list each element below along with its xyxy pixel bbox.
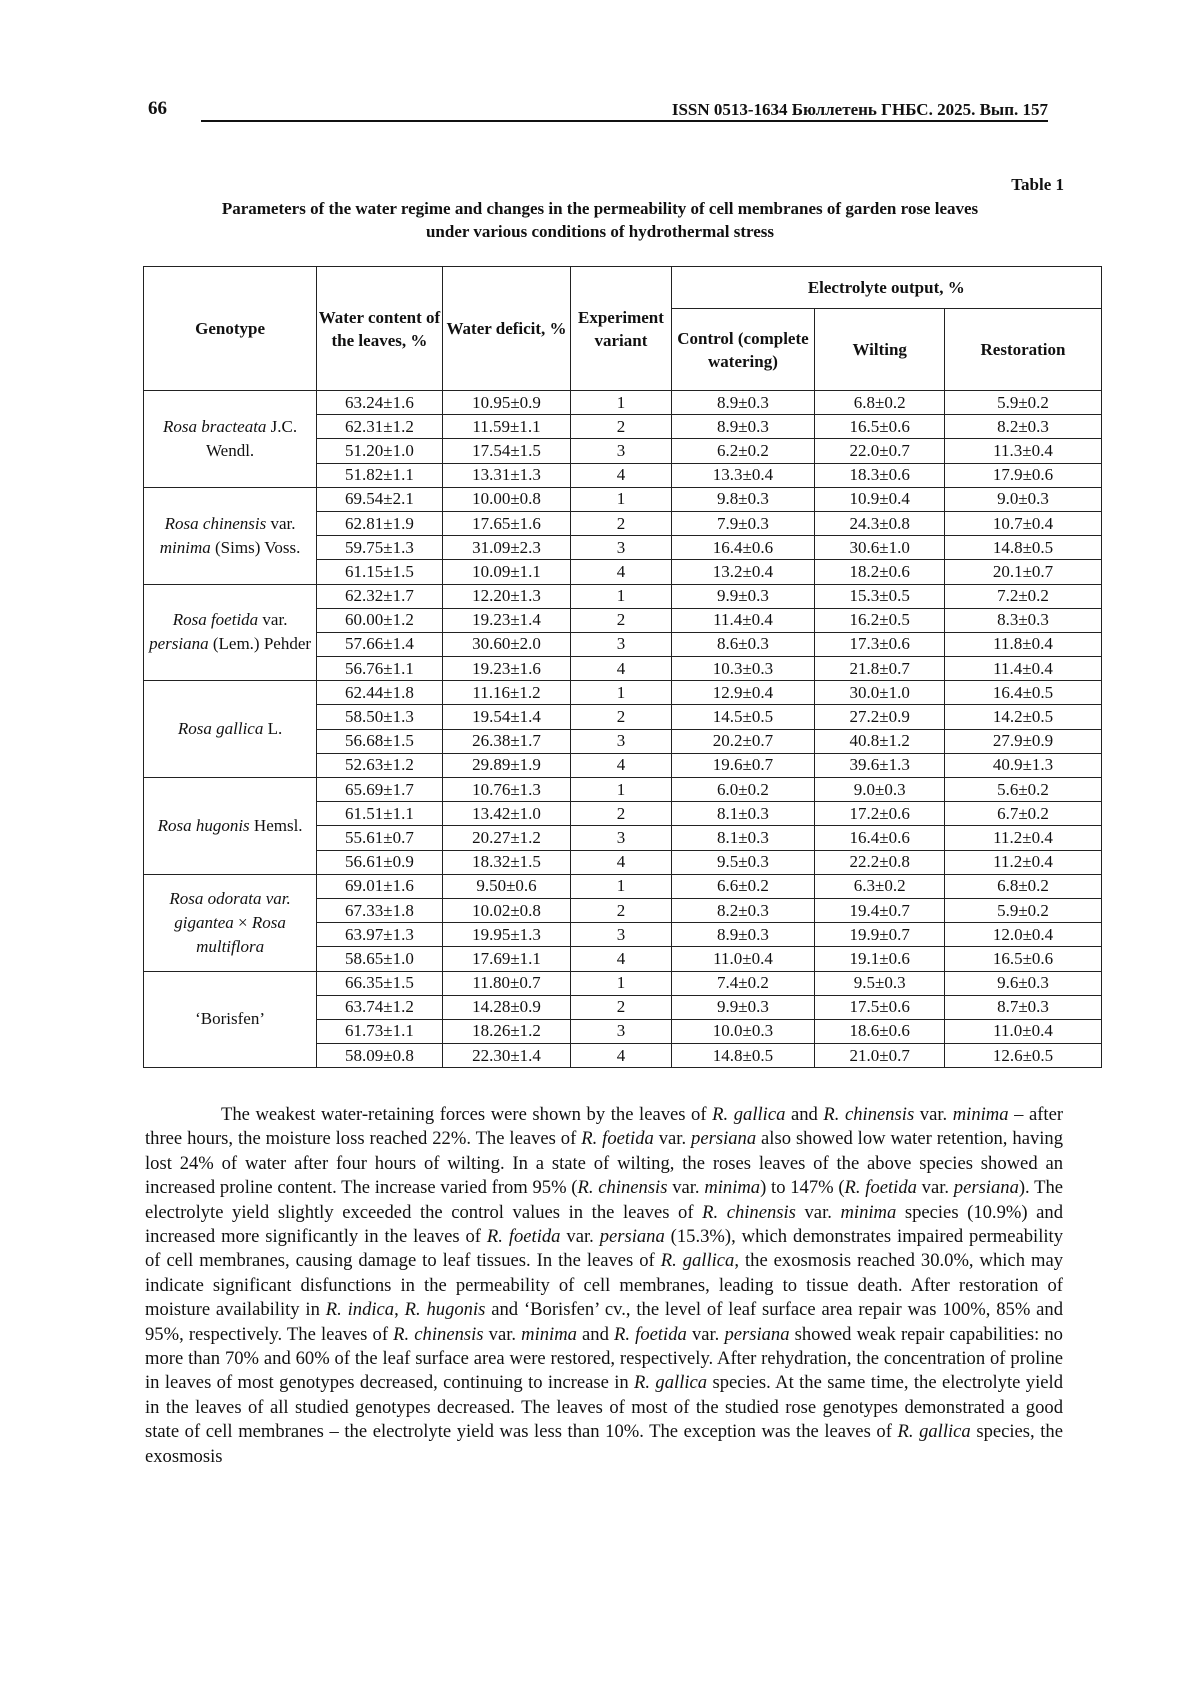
- cell-control: 11.4±0.4: [671, 608, 815, 632]
- species-name: R. gallica: [897, 1421, 971, 1443]
- cell-wilting: 15.3±0.5: [815, 584, 945, 608]
- journal-citation: ISSN 0513-1634 Бюллетень ГНБС. 2025. Вып. 157: [671, 100, 1048, 119]
- species-name: R. hugonis: [404, 1299, 486, 1321]
- cell-restoration: 10.7±0.4: [944, 511, 1101, 535]
- cell-wilting: 40.8±1.2: [815, 729, 945, 753]
- cell-control: 19.6±0.7: [671, 753, 815, 777]
- species-name: R. foetida: [844, 1177, 917, 1199]
- cell-water-content: 55.61±0.7: [317, 826, 443, 850]
- cell-wilting: 24.3±0.8: [815, 511, 945, 535]
- cell-wilting: 22.0±0.7: [815, 439, 945, 463]
- cell-water-deficit: 26.38±1.7: [442, 729, 571, 753]
- table-row: [144, 971, 1102, 995]
- cell-variant: 3: [571, 729, 671, 753]
- cell-water-content: 58.65±1.0: [317, 947, 443, 971]
- cell-variant: 4: [571, 947, 671, 971]
- cell-variant: 4: [571, 560, 671, 584]
- cell-variant: 2: [571, 802, 671, 826]
- cell-variant: 3: [571, 632, 671, 656]
- cell-water-content: 58.50±1.3: [317, 705, 443, 729]
- cell-water-content: 58.09±0.8: [317, 1044, 443, 1068]
- cell-water-deficit: 22.30±1.4: [442, 1044, 571, 1068]
- cell-variant: 4: [571, 753, 671, 777]
- table-body: [144, 391, 1102, 1068]
- cell-water-deficit: 29.89±1.9: [442, 753, 571, 777]
- cell-restoration: 11.8±0.4: [944, 632, 1101, 656]
- cell-restoration: 12.0±0.4: [944, 923, 1101, 947]
- cell-water-deficit: 11.59±1.1: [442, 415, 571, 439]
- cell-variant: 1: [571, 391, 671, 415]
- cell-control: 10.3±0.3: [671, 657, 815, 681]
- cell-control: 8.9±0.3: [671, 391, 815, 415]
- cell-water-content: 57.66±1.4: [317, 632, 443, 656]
- cell-variant: 2: [571, 415, 671, 439]
- cell-control: 9.8±0.3: [671, 487, 815, 511]
- cell-control: 8.1±0.3: [671, 826, 815, 850]
- table-row: [144, 584, 1102, 608]
- table-caption: [140, 197, 1060, 243]
- cell-control: 12.9±0.4: [671, 681, 815, 705]
- cell-wilting: 9.0±0.3: [815, 778, 945, 802]
- cell-water-content: 65.69±1.7: [317, 778, 443, 802]
- cell-control: 16.4±0.6: [671, 536, 815, 560]
- cell-restoration: 9.6±0.3: [944, 971, 1101, 995]
- header-electrolyte-output: Electrolyte output, %: [671, 267, 1101, 309]
- cell-water-deficit: 31.09±2.3: [442, 536, 571, 560]
- cell-water-deficit: 17.54±1.5: [442, 439, 571, 463]
- cell-control: 7.4±0.2: [671, 971, 815, 995]
- species-name: persiana: [953, 1177, 1019, 1199]
- species-name: minima: [521, 1323, 577, 1345]
- cell-water-deficit: 10.02±0.8: [442, 898, 571, 922]
- cell-control: 13.2±0.4: [671, 560, 815, 584]
- species-name: minima: [704, 1177, 761, 1199]
- cell-restoration: 14.2±0.5: [944, 705, 1101, 729]
- cell-water-deficit: 20.27±1.2: [442, 826, 571, 850]
- page-number: 66: [148, 98, 167, 119]
- cell-variant: 2: [571, 511, 671, 535]
- header-wilting: Wilting: [815, 309, 945, 391]
- cell-wilting: 6.3±0.2: [815, 874, 945, 898]
- cell-water-content: 62.31±1.2: [317, 415, 443, 439]
- cell-restoration: 11.4±0.4: [944, 657, 1101, 681]
- species-name: R. foetida: [614, 1323, 687, 1345]
- cell-water-content: 69.01±1.6: [317, 874, 443, 898]
- cell-water-deficit: 9.50±0.6: [442, 874, 571, 898]
- species-name: R. gallica: [660, 1250, 735, 1272]
- cell-water-deficit: 10.00±0.8: [442, 487, 571, 511]
- header-restoration: Restoration: [944, 309, 1101, 391]
- cell-water-content: 59.75±1.3: [317, 536, 443, 560]
- cell-variant: 1: [571, 971, 671, 995]
- cell-water-deficit: 17.65±1.6: [442, 511, 571, 535]
- cell-wilting: 19.4±0.7: [815, 898, 945, 922]
- cell-water-content: 63.24±1.6: [317, 391, 443, 415]
- cell-water-deficit: 30.60±2.0: [442, 632, 571, 656]
- cell-restoration: 16.5±0.6: [944, 947, 1101, 971]
- cell-genotype: Rosa gallica L.: [144, 681, 317, 778]
- cell-water-deficit: 10.09±1.1: [442, 560, 571, 584]
- cell-genotype: Rosa bracteata J.C. Wendl.: [144, 391, 317, 488]
- cell-restoration: 40.9±1.3: [944, 753, 1101, 777]
- cell-restoration: 5.9±0.2: [944, 391, 1101, 415]
- cell-restoration: 6.8±0.2: [944, 874, 1101, 898]
- cell-control: 8.6±0.3: [671, 632, 815, 656]
- cell-variant: 3: [571, 826, 671, 850]
- cell-restoration: 16.4±0.5: [944, 681, 1101, 705]
- cell-water-deficit: 13.31±1.3: [442, 463, 571, 487]
- cell-restoration: 11.2±0.4: [944, 850, 1101, 874]
- cell-water-deficit: 11.16±1.2: [442, 681, 571, 705]
- species-name: minima: [952, 1104, 1009, 1125]
- cell-water-content: 61.15±1.5: [317, 560, 443, 584]
- cell-water-deficit: 19.95±1.3: [442, 923, 571, 947]
- cell-water-content: 56.68±1.5: [317, 729, 443, 753]
- cell-water-deficit: 19.23±1.4: [442, 608, 571, 632]
- cell-control: 8.1±0.3: [671, 802, 815, 826]
- cell-genotype: Rosa chinensis var. minima (Sims) Voss.: [144, 487, 317, 584]
- cell-restoration: 11.2±0.4: [944, 826, 1101, 850]
- cell-restoration: 6.7±0.2: [944, 802, 1101, 826]
- species-name: persiana: [691, 1128, 757, 1150]
- running-header: [148, 98, 1048, 122]
- cell-variant: 3: [571, 1019, 671, 1043]
- cell-restoration: 11.3±0.4: [944, 439, 1101, 463]
- cell-wilting: 21.8±0.7: [815, 657, 945, 681]
- cell-variant: 3: [571, 439, 671, 463]
- cell-wilting: 18.6±0.6: [815, 1019, 945, 1043]
- cell-control: 13.3±0.4: [671, 463, 815, 487]
- cell-restoration: 8.3±0.3: [944, 608, 1101, 632]
- cell-wilting: 30.6±1.0: [815, 536, 945, 560]
- species-name: R. foetida: [581, 1128, 654, 1150]
- cell-genotype: Rosa hugonis Hemsl.: [144, 778, 317, 875]
- species-name: persiana: [724, 1323, 790, 1345]
- cell-water-content: 63.74±1.2: [317, 995, 443, 1019]
- cell-water-content: 56.61±0.9: [317, 850, 443, 874]
- cell-control: 20.2±0.7: [671, 729, 815, 753]
- species-name: R. chinensis: [577, 1177, 668, 1199]
- species-name: R. indica: [325, 1299, 395, 1321]
- cell-control: 9.9±0.3: [671, 995, 815, 1019]
- cell-water-content: 62.32±1.7: [317, 584, 443, 608]
- cell-water-content: 67.33±1.8: [317, 898, 443, 922]
- cell-water-deficit: 18.32±1.5: [442, 850, 571, 874]
- cell-water-content: 61.73±1.1: [317, 1019, 443, 1043]
- cell-water-deficit: 17.69±1.1: [442, 947, 571, 971]
- cell-genotype: Rosa foetida var. persiana (Lem.) Pehder: [144, 584, 317, 681]
- cell-wilting: 17.5±0.6: [815, 995, 945, 1019]
- cell-water-deficit: 10.95±0.9: [442, 391, 571, 415]
- cell-water-content: 56.76±1.1: [317, 657, 443, 681]
- cell-water-content: 52.63±1.2: [317, 753, 443, 777]
- cell-variant: 1: [571, 681, 671, 705]
- cell-wilting: 6.8±0.2: [815, 391, 945, 415]
- cell-wilting: 9.5±0.3: [815, 971, 945, 995]
- species-name: R. chinensis: [823, 1104, 915, 1125]
- cell-wilting: 39.6±1.3: [815, 753, 945, 777]
- cell-water-content: 62.44±1.8: [317, 681, 443, 705]
- table-row: [144, 681, 1102, 705]
- table-row: [144, 778, 1102, 802]
- cell-variant: 2: [571, 705, 671, 729]
- cell-control: 11.0±0.4: [671, 947, 815, 971]
- header-control: Control (complete watering): [671, 309, 815, 391]
- cell-restoration: 8.2±0.3: [944, 415, 1101, 439]
- cell-wilting: 22.2±0.8: [815, 850, 945, 874]
- cell-wilting: 30.0±1.0: [815, 681, 945, 705]
- species-name: persiana: [599, 1226, 665, 1248]
- cell-wilting: 16.4±0.6: [815, 826, 945, 850]
- cell-water-deficit: 19.23±1.6: [442, 657, 571, 681]
- species-name: R. gallica: [634, 1372, 708, 1394]
- cell-wilting: 21.0±0.7: [815, 1044, 945, 1068]
- table-row: [144, 391, 1102, 415]
- table-label: Table 1: [1011, 175, 1064, 194]
- cell-control: 8.9±0.3: [671, 923, 815, 947]
- cell-variant: 1: [571, 487, 671, 511]
- cell-wilting: 19.1±0.6: [815, 947, 945, 971]
- species-name: minima: [840, 1201, 897, 1223]
- cell-restoration: 5.9±0.2: [944, 898, 1101, 922]
- cell-variant: 4: [571, 657, 671, 681]
- cell-water-content: 60.00±1.2: [317, 608, 443, 632]
- cell-wilting: 16.2±0.5: [815, 608, 945, 632]
- header-water-deficit: Water deficit, %: [442, 267, 571, 391]
- cell-control: 7.9±0.3: [671, 511, 815, 535]
- cell-variant: 1: [571, 584, 671, 608]
- cell-restoration: 27.9±0.9: [944, 729, 1101, 753]
- cell-restoration: 20.1±0.7: [944, 560, 1101, 584]
- cell-wilting: 27.2±0.9: [815, 705, 945, 729]
- species-name: R. gallica: [712, 1104, 786, 1125]
- table-row: [144, 874, 1102, 898]
- cell-wilting: 17.3±0.6: [815, 632, 945, 656]
- cell-restoration: 8.7±0.3: [944, 995, 1101, 1019]
- table-row: [144, 487, 1102, 511]
- cell-variant: 2: [571, 608, 671, 632]
- cell-wilting: 19.9±0.7: [815, 923, 945, 947]
- header-experiment-variant: Experiment variant: [571, 267, 671, 391]
- cell-control: 6.0±0.2: [671, 778, 815, 802]
- cell-variant: 4: [571, 1044, 671, 1068]
- cell-water-content: 51.20±1.0: [317, 439, 443, 463]
- cell-water-content: 62.81±1.9: [317, 511, 443, 535]
- species-name: R. chinensis: [702, 1201, 796, 1223]
- cell-control: 14.5±0.5: [671, 705, 815, 729]
- cell-water-deficit: 18.26±1.2: [442, 1019, 571, 1043]
- cell-water-content: 69.54±2.1: [317, 487, 443, 511]
- cell-control: 14.8±0.5: [671, 1044, 815, 1068]
- cell-restoration: 7.2±0.2: [944, 584, 1101, 608]
- cell-variant: 2: [571, 995, 671, 1019]
- cell-control: 6.2±0.2: [671, 439, 815, 463]
- cell-restoration: 17.9±0.6: [944, 463, 1101, 487]
- cell-control: 9.9±0.3: [671, 584, 815, 608]
- cell-control: 6.6±0.2: [671, 874, 815, 898]
- cell-restoration: 11.0±0.4: [944, 1019, 1101, 1043]
- cell-restoration: 12.6±0.5: [944, 1044, 1101, 1068]
- species-name: R. chinensis: [393, 1323, 484, 1345]
- cell-restoration: 14.8±0.5: [944, 536, 1101, 560]
- cell-control: 8.2±0.3: [671, 898, 815, 922]
- cell-water-deficit: 13.42±1.0: [442, 802, 571, 826]
- body-paragraph: The weakest water-retaining forces were shown by the leaves of R. gallica and R. chinensis var. minima – after three hours, the moisture loss reached 22%. The leaves of R. foetida var. persiana also showed low water retention, having lost 24% of water after four hours of wilting. In a state of wilting, the roses leaves of the above species showed an increased proline content. The increase varied from 95% (R. chinensis var. minima) to 147% (R. foetida var. persiana). The electrolyte yield slightly exceeded the control values in the leaves of R. chinensis var. minima species (10.9%) and increased more significantly in the leaves of R. foetida var. persiana (15.3%), which demonstrates impaired permeability of cell membranes, causing damage to leaf tissues. In the leaves of R. gallica, the exosmosis reached 30.0%, which may indicate significant disfunctions in the permeability of cell membranes, leading to tissue death. After restoration of moisture availability in R. indica, R. hugonis and ‘Borisfen’ cv., the level of leaf surface area repair was 100%, 85% and 95%, respectively. The leaves of R. chinensis var. minima and R. foetida var. persiana showed weak repair capabilities: no more than 70% and 60% of the leaf surface area were restored, respectively. After rehydration, the concentration of proline in leaves of most genotypes decreased, continuing to increase in R. gallica species. At the same time, the electrolyte yield in the leaves of all studied genotypes decreased. The leaves of most of the studied rose genotypes demonstrated a good state of cell membranes – the electrolyte yield was less than 10%. The exception was the leaves of R. gallica species, the exosmosis: [145, 1104, 1064, 1467]
- cell-water-content: 66.35±1.5: [317, 971, 443, 995]
- header-rule: [201, 120, 1048, 122]
- cell-control: 8.9±0.3: [671, 415, 815, 439]
- cell-water-deficit: 12.20±1.3: [442, 584, 571, 608]
- cell-variant: 1: [571, 874, 671, 898]
- cell-variant: 2: [571, 898, 671, 922]
- cell-wilting: 16.5±0.6: [815, 415, 945, 439]
- cell-water-deficit: 14.28±0.9: [442, 995, 571, 1019]
- cell-variant: 4: [571, 463, 671, 487]
- cell-variant: 4: [571, 850, 671, 874]
- species-name: R. foetida: [486, 1226, 561, 1248]
- cell-variant: 3: [571, 536, 671, 560]
- cell-control: 10.0±0.3: [671, 1019, 815, 1043]
- cell-genotype: ‘Borisfen’: [144, 971, 317, 1068]
- cell-water-deficit: 19.54±1.4: [442, 705, 571, 729]
- header-genotype: Genotype: [144, 267, 317, 391]
- caption-line: under various conditions of hydrothermal stress: [425, 222, 775, 241]
- cell-wilting: 18.2±0.6: [815, 560, 945, 584]
- cell-water-content: 63.97±1.3: [317, 923, 443, 947]
- cell-wilting: 10.9±0.4: [815, 487, 945, 511]
- body-text: [145, 1103, 1063, 1469]
- cell-wilting: 17.2±0.6: [815, 802, 945, 826]
- cell-genotype: Rosa odorata var. gigantea × Rosa multiflora: [144, 874, 317, 971]
- cell-variant: 3: [571, 923, 671, 947]
- caption-line: Parameters of the water regime and changes in the permeability of cell membranes of garden rose leaves: [221, 199, 979, 218]
- cell-water-deficit: 10.76±1.3: [442, 778, 571, 802]
- cell-water-content: 61.51±1.1: [317, 802, 443, 826]
- cell-restoration: 9.0±0.3: [944, 487, 1101, 511]
- cell-water-content: 51.82±1.1: [317, 463, 443, 487]
- cell-control: 9.5±0.3: [671, 850, 815, 874]
- cell-water-deficit: 11.80±0.7: [442, 971, 571, 995]
- header-water-content: Water content of the leaves, %: [317, 267, 443, 391]
- cell-wilting: 18.3±0.6: [815, 463, 945, 487]
- data-table: [143, 266, 1102, 1068]
- cell-restoration: 5.6±0.2: [944, 778, 1101, 802]
- cell-variant: 1: [571, 778, 671, 802]
